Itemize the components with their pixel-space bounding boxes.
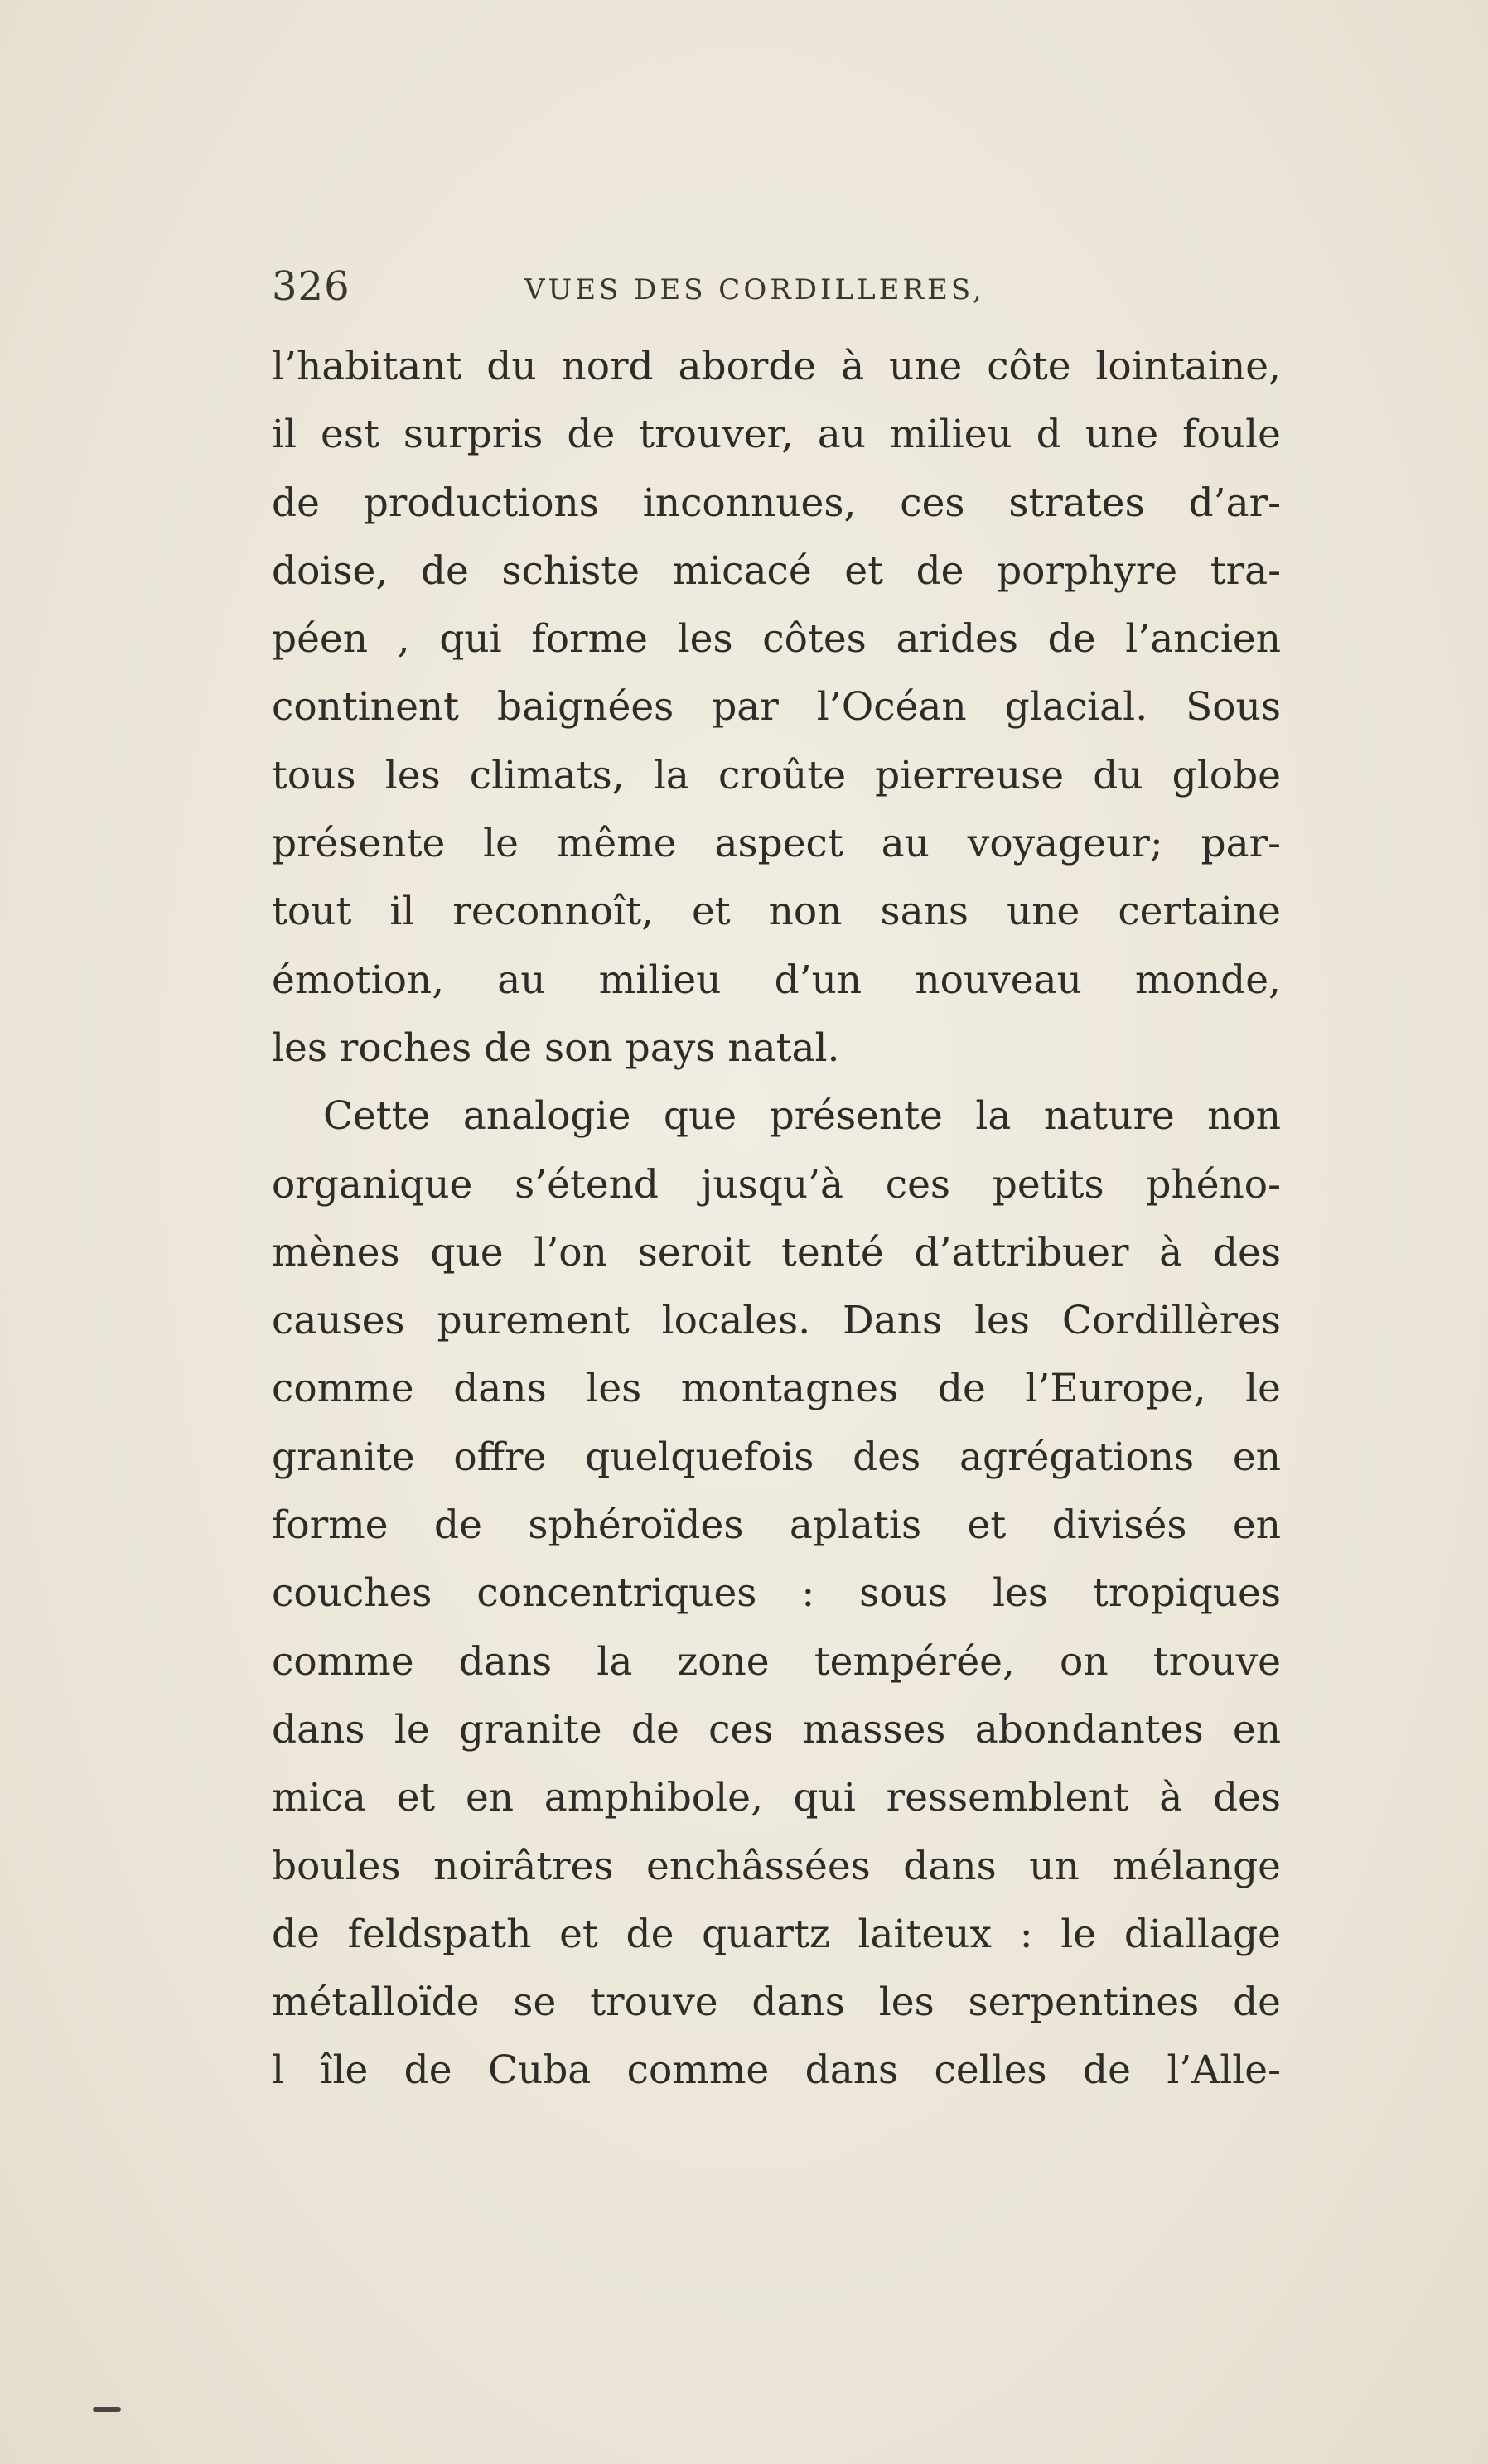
ink-mark — [93, 2407, 121, 2412]
text-line: forme de sphéroïdes aplatis et divisés en — [272, 1502, 1281, 1549]
text-line: tout il reconnoît, et non sans une certaine — [272, 889, 1281, 935]
text-line: métalloïde se trouve dans les serpentines de — [272, 1979, 1281, 2026]
body-text — [272, 333, 1281, 2105]
text-line: mènes que l’on seroit tenté d’attribuer à des — [272, 1229, 1281, 1275]
text-line: couches concentriques : sous les tropiques — [272, 1570, 1281, 1617]
text-line: boules noirâtres enchâssées dans un mélange — [272, 1843, 1281, 1889]
page-header — [272, 263, 1316, 321]
text-line: Cette analogie que présente la nature non — [323, 1093, 1281, 1140]
text-line: mica et en amphibole, qui ressemblent à des — [272, 1775, 1281, 1821]
text-line: comme dans les montagnes de l’Europe, le — [272, 1366, 1281, 1412]
text-line: granite offre quelquefois des agrégations en — [272, 1434, 1281, 1480]
paragraph-2 — [272, 1083, 1281, 2105]
text-line: doise, de schiste micacé et de porphyre tra- — [272, 547, 1281, 594]
text-line: de feldspath et de quartz laiteux : le diallage — [272, 1911, 1281, 1957]
text-line: comme dans la zone tempérée, on trouve — [272, 1638, 1281, 1685]
text-line: causes purement locales. Dans les Cordillères — [272, 1298, 1281, 1344]
text-line: présente le même aspect au voyageur; par- — [272, 821, 1281, 867]
text-line: l île de Cuba comme dans celles de l’Alle- — [272, 2047, 1281, 2094]
running-head: VUES DES CORDILLERES, — [524, 273, 985, 306]
paragraph-1 — [272, 333, 1281, 1083]
text-line: l’habitant du nord aborde à une côte lointaine, — [272, 344, 1281, 389]
text-line: dans le granite de ces masses abondantes en — [272, 1706, 1281, 1753]
text-line: organique s’étend jusqu’à ces petits phéno- — [272, 1161, 1281, 1208]
text-line: émotion, au milieu d’un nouveau monde, — [272, 957, 1281, 1003]
text-line: il est surpris de trouver, au milieu d une foule — [272, 412, 1281, 458]
page-number: 326 — [272, 263, 350, 310]
text-line: de productions inconnues, ces strates d’ar- — [272, 480, 1281, 526]
text-line: continent baignées par l’Océan glacial. Sous — [272, 684, 1281, 731]
text-line: les roches de son pays natal. — [272, 1025, 840, 1071]
text-line: péen , qui forme les côtes arides de l’ancien — [272, 616, 1281, 663]
text-line: tous les climats, la croûte pierreuse du globe — [272, 752, 1281, 798]
